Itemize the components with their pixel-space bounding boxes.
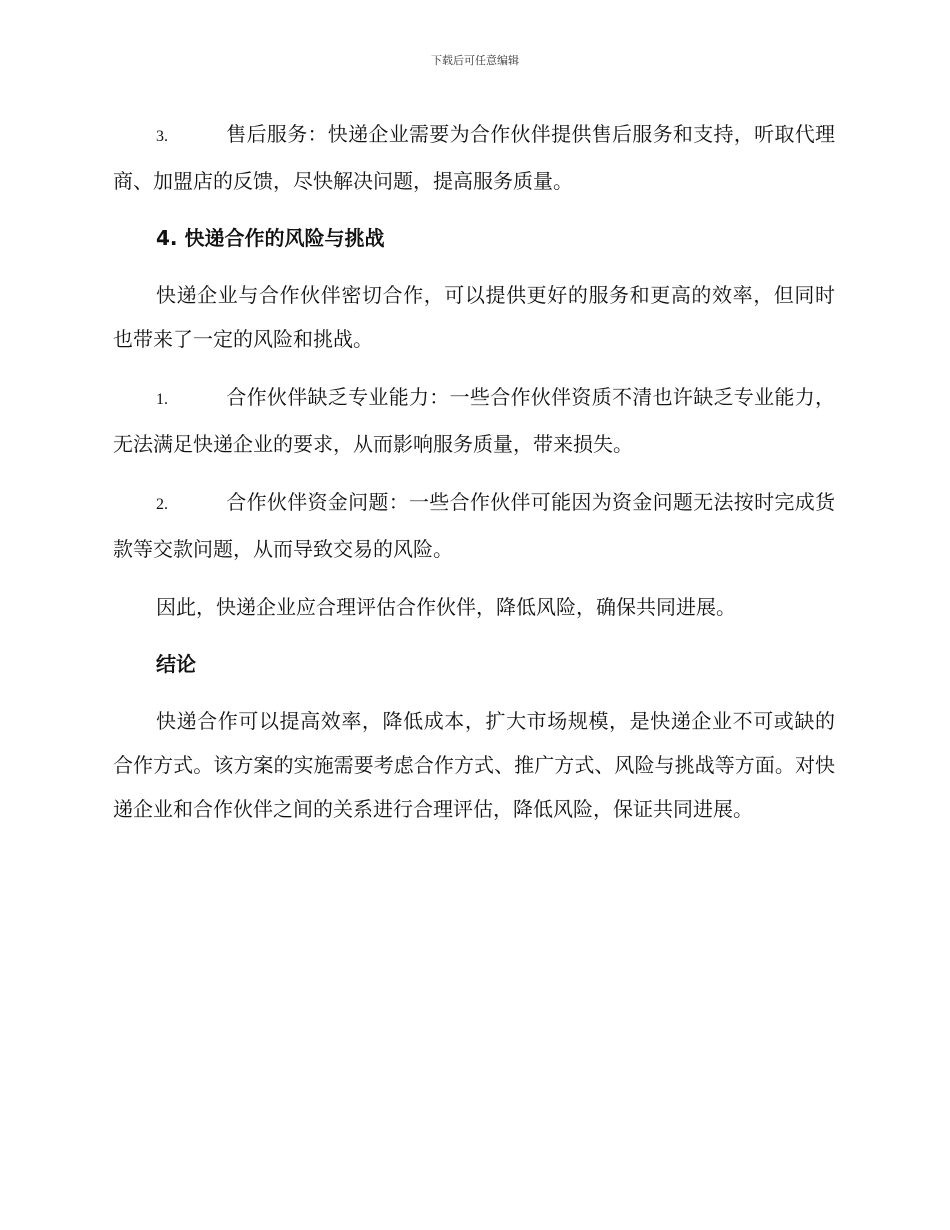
section-intro-paragraph: 快递企业与合作伙伴密切合作，可以提供更好的服务和更高的效率，但同时也带来了一定的风险和挑战。 — [113, 283, 835, 351]
list-number: 1. — [156, 391, 168, 408]
page-header: 下载后可任意编辑 — [431, 54, 519, 67]
list-item-text: 售后服务：快递企业需要为合作伙伴提供售后服务和支持，听取代理商、加盟店的反馈，尽快解决问题，提高服务质量。 — [113, 122, 835, 193]
list-item-risk-capability — [113, 375, 835, 466]
list-item-text: 合作伙伴缺乏专业能力：一些合作伙伴资质不清也许缺乏专业能力，无法满足快递企业的要求，从而影响服务质量，带来损失。 — [113, 385, 835, 456]
list-item-after-sales — [113, 112, 835, 203]
list-number: 3. — [156, 128, 168, 145]
list-item-risk-funding — [113, 480, 835, 571]
list-item-text: 合作伙伴资金问题：一些合作伙伴可能因为资金问题无法按时完成货款等交款问题，从而导致交易的风险。 — [113, 490, 835, 561]
list-number: 2. — [156, 496, 168, 513]
conclusion-heading: 结论 — [156, 652, 196, 676]
section-conclusion-paragraph: 因此，快递企业应合理评估合作伙伴，降低风险，确保共同进展。 — [156, 595, 736, 619]
conclusion-paragraph: 快递合作可以提高效率，降低成本，扩大市场规模，是快递企业不可或缺的合作方式。该方案的实施需要考虑合作方式、推广方式、风险与挑战等方面。对快递企业和合作伙伴之间的关系进行合理评估，降低风险，保证共同进展。 — [113, 709, 835, 821]
section-heading-risks: 4. 快递合作的风险与挑战 — [156, 226, 385, 250]
document-body — [113, 112, 835, 831]
